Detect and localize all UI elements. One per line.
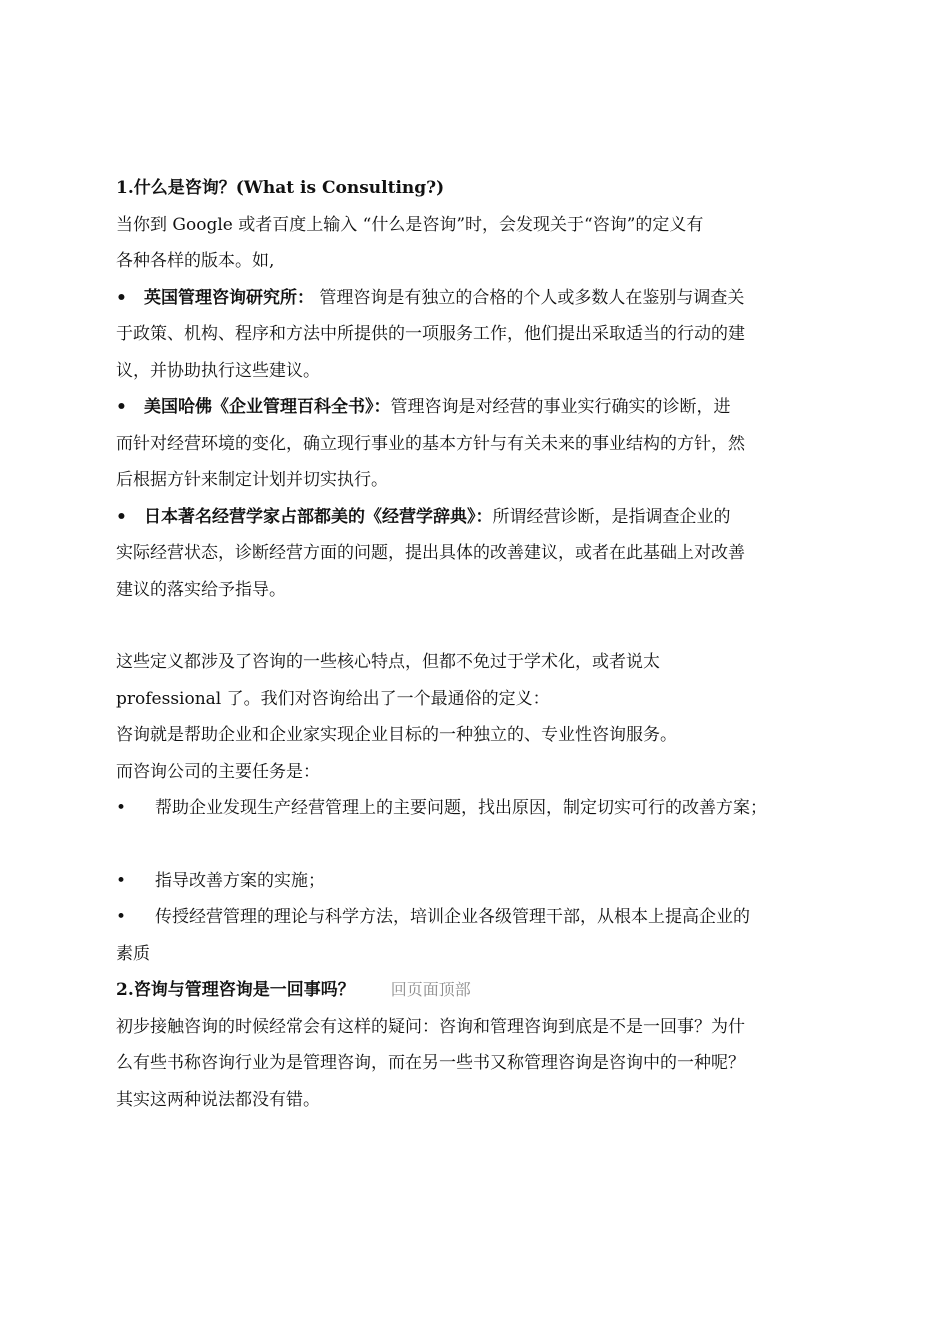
definition-source: 日本著名经营学家占部都美的《经营学辞典》： — [144, 506, 493, 527]
bullet: • — [116, 907, 127, 927]
definition-item-1 — [116, 280, 836, 317]
definition-2-line-3: 后根据方针来制定计划并切实执行。 — [116, 470, 388, 490]
definition-text: 管理咨询是有独立的合格的个人或多数人在鉴别与调查关 — [314, 287, 745, 308]
section-2-line-1: 初步接触咨询的时候经常会有这样的疑问：咨询和管理咨询到底是不是一回事？为什 — [116, 1016, 745, 1037]
definition-item-2 — [116, 389, 836, 426]
bullet: • — [116, 397, 127, 417]
task-text: 指导改善方案的实施； — [155, 870, 325, 891]
tasks-intro: 而咨询公司的主要任务是： — [116, 761, 320, 782]
spacer — [116, 608, 836, 644]
section-2-line-3: 其实这两种说法都没有错。 — [116, 1089, 320, 1110]
task-text: 传授经营管理的理论与科学方法，培训企业各级管理干部，从根本上提高企业的 — [155, 907, 750, 927]
definition-item-3 — [116, 499, 836, 536]
definition-text: 所谓经营诊断，是指调查企业的 — [492, 506, 731, 527]
definition-source: 美国哈佛《企业管理百科全书》： — [144, 397, 391, 417]
task-item-2 — [116, 863, 836, 900]
definition-1-line-3: 议，并协助执行这些建议。 — [116, 360, 320, 381]
summary-line-1: 这些定义都涉及了咨询的一些核心特点，但都不免过于学术化，或者说太 — [116, 652, 660, 672]
bullet: • — [116, 506, 127, 527]
definition-text: 管理咨询是对经营的事业实行确实的诊断，进 — [390, 397, 731, 417]
consulting-definition: 咨询就是帮助企业和企业家实现企业目标的一种独立的、专业性咨询服务。 — [116, 725, 677, 745]
bullet: • — [116, 287, 127, 308]
intro-line-2: 各种各样的版本。如, — [116, 251, 275, 271]
definition-3-line-3: 建议的落实给予指导。 — [116, 579, 286, 600]
section-2-heading: 2.咨询与管理咨询是一回事吗？ — [116, 980, 355, 1000]
definition-source: 英国管理咨询研究所： — [144, 287, 314, 308]
definition-3-line-2: 实际经营状态，诊断经营方面的问题，提出具体的改善建议，或者在此基础上对改善 — [116, 543, 745, 563]
summary-line-2: professional 了。我们对咨询给出了一个最通俗的定义： — [116, 688, 550, 709]
task-3-line-2: 素质 — [116, 943, 150, 964]
definition-1-line-2: 于政策、机构、程序和方法中所提供的一项服务工作，他们提出采取适当的行动的建 — [116, 324, 745, 344]
section-2-line-2: 么有些书称咨询行业为是管理咨询，而在另一些书又称管理咨询是咨询中的一种呢？ — [116, 1053, 745, 1073]
task-text: 帮助企业发现生产经营管理上的主要问题，找出原因，制定切实可行的改善方案； — [155, 798, 767, 818]
back-to-top-link[interactable]: 回页面顶部 — [390, 980, 471, 999]
section-2-heading-row — [116, 972, 836, 1009]
bullet: • — [116, 870, 127, 891]
section-1-heading: 1.什么是咨询？(What is Consulting?) — [116, 178, 445, 198]
task-item-3 — [116, 899, 836, 936]
bullet: • — [116, 798, 127, 818]
task-item-1 — [116, 790, 836, 827]
spacer — [116, 827, 836, 863]
intro-line-1: 当你到 Google 或者百度上输入 “什么是咨询”时，会发现关于“咨询”的定义有 — [116, 214, 704, 235]
document-body — [116, 170, 836, 1118]
definition-2-line-2: 而针对经营环境的变化，确立现行事业的基本方针与有关未来的事业结构的方针，然 — [116, 433, 745, 454]
